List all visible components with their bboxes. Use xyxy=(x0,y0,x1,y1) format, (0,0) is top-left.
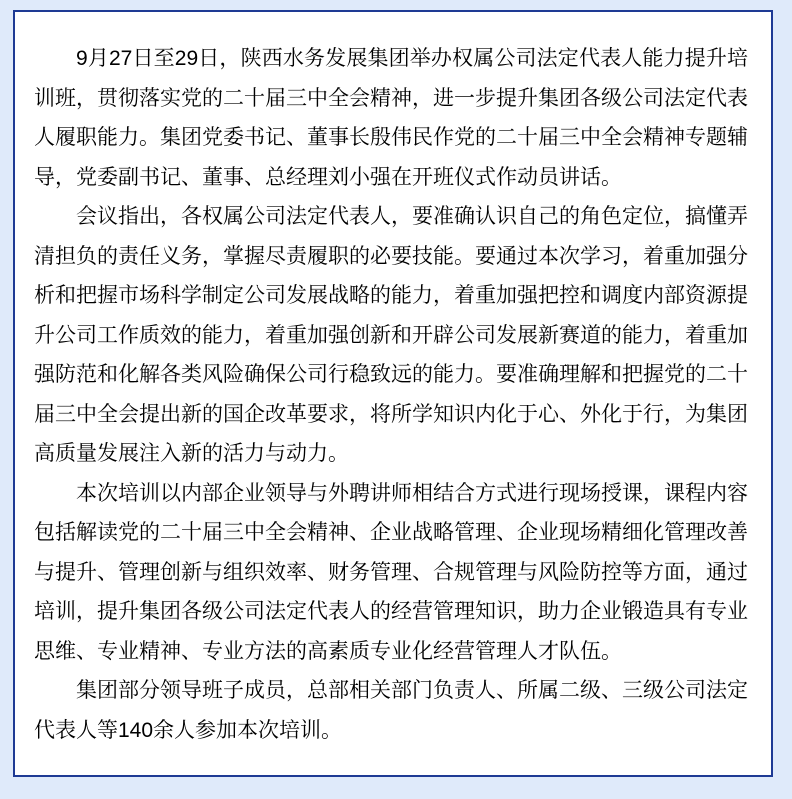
paragraph-intro: 9月27日至29日，陕西水务发展集团举办权属公司法定代表人能力提升培训班，贯彻落实党的二十届三中全会精神，进一步提升集团各级公司法定代表人履职能力。集团党委书记、董事长殷伟民作党的二十届三中全会精神专题辅导，党委副书记、董事、总经理刘小强在开班仪式作动员讲话。 xyxy=(34,47,748,189)
paragraph-training-content: 本次培训以内部企业领导与外聘讲师相结合方式进行现场授课，课程内容包括解读党的二十届三中全会精神、企业战略管理、企业现场精细化管理改善与提升、管理创新与组织效率、财务管理、合规管理与风险防控等方面，通过培训，提升集团各级公司法定代表人的经营管理知识，助力企业锻造具有专业思维、专业精神、专业方法的高素质专业化经营管理人才队伍。 xyxy=(34,481,748,663)
paragraph-meeting-points: 会议指出，各权属公司法定代表人，要准确认识自己的角色定位，搞懂弄清担负的责任义务，掌握尽责履职的必要技能。要通过本次学习，着重加强分析和把握市场科学制定公司发展战略的能力，着重加强把控和调度内部资源提升公司工作质效的能力，着重加强创新和开辟公司发展新赛道的能力，着重加强防范和化解各类风险确保公司行稳致远的能力。要准确理解和把握党的二十届三中全会提出新的国企改革要求，将所学知识内化于心、外化于行，为集团高质量发展注入新的活力与动力。 xyxy=(34,205,748,465)
paragraph-attendees: 集团部分领导班子成员，总部相关部门负责人、所属二级、三级公司法定代表人等140余人参加本次培训。 xyxy=(34,679,748,742)
article-body xyxy=(15,12,771,750)
article-panel xyxy=(13,10,773,777)
